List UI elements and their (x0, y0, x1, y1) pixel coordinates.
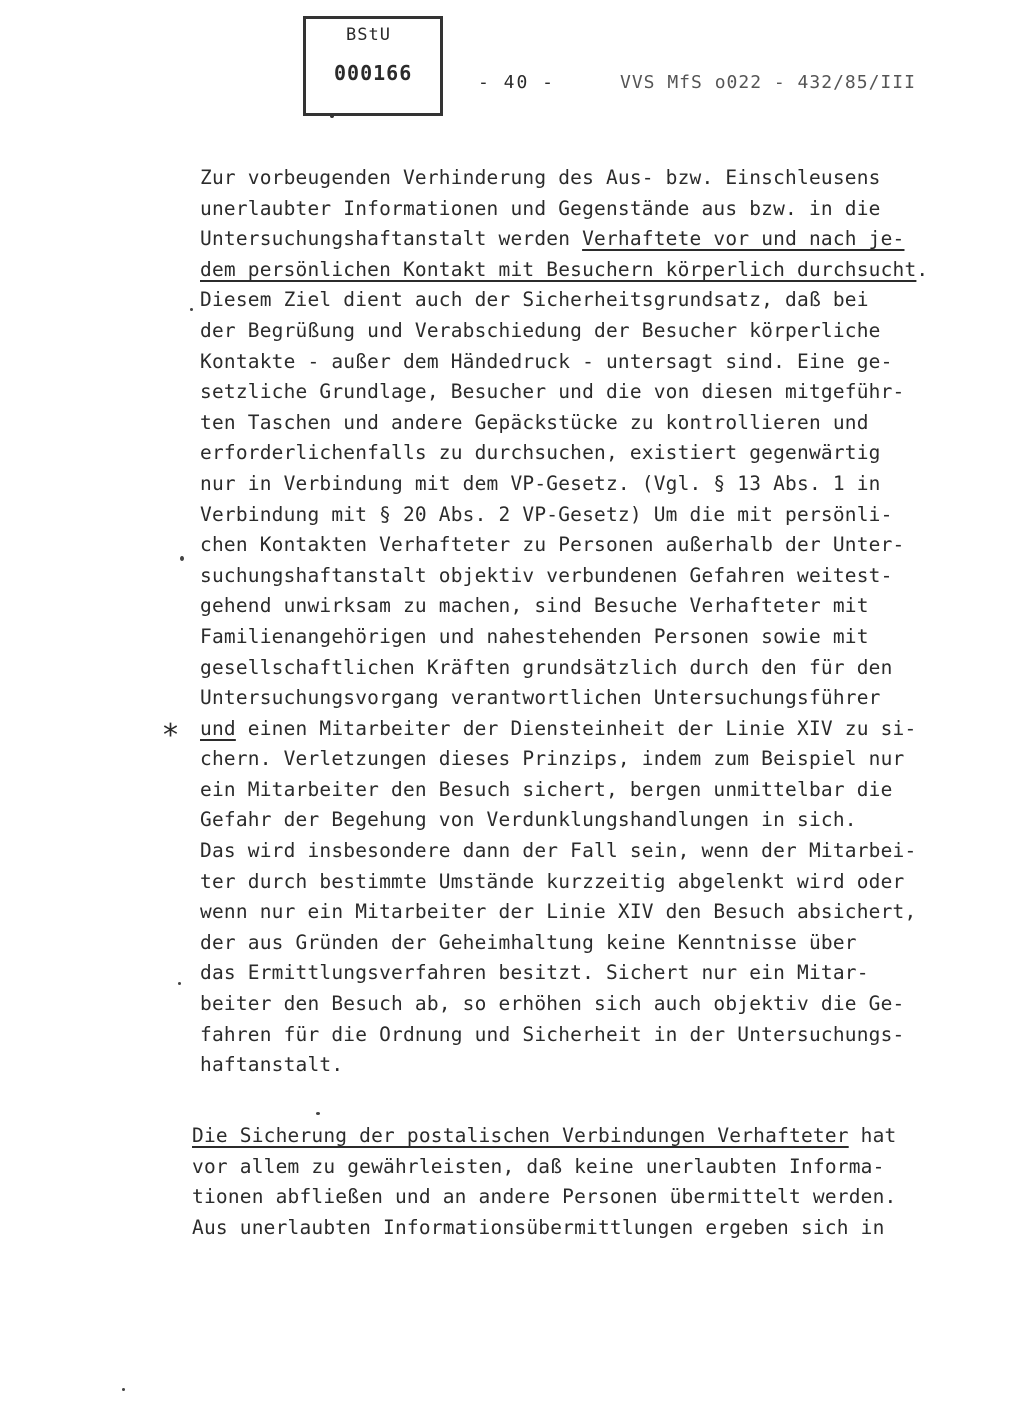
text-line: beiter den Besuch ab, so erhöhen sich auch objektiv die Ge- (200, 992, 905, 1016)
text-line (200, 255, 928, 286)
text-line (192, 1121, 896, 1152)
text-line: haftanstalt. (200, 1053, 344, 1077)
text-line: Gefahr der Begehung von Verdunklungshandlungen in sich. (200, 808, 857, 832)
text-line: Diesem Ziel dient auch der Sicherheitsgrundsatz, daß bei (200, 288, 869, 312)
underlined-text: Die Sicherung der postalischen Verbindungen Verhafteter (192, 1124, 849, 1147)
text-line: ter durch bestimmte Umstände kurzzeitig abgelenkt wird oder (200, 869, 905, 893)
bstu-stamp (303, 16, 443, 116)
text-line: der aus Gründen der Geheimhaltung keine Kenntnisse über (200, 930, 857, 954)
page-number: - 40 - (478, 72, 556, 93)
margin-asterisk-mark: * (163, 718, 178, 753)
scan-speck (190, 308, 193, 311)
underlined-text: Verhaftete vor und nach je- (582, 227, 905, 251)
text-line: gesellschaftlichen Kräften grundsätzlich durch den für den (200, 655, 893, 679)
text-line: suchungshaftanstalt objektiv verbundenen Gefahren weitest- (200, 563, 893, 587)
text-line: Familienangehörigen und nahestehenden Personen sowie mit (200, 624, 869, 648)
stamp-dot (330, 114, 334, 118)
text-line: der Begrüßung und Verabschiedung der Besucher körperliche (200, 318, 881, 342)
text-line: Zur vorbeugenden Verhinderung des Aus- bzw. Einschleusens (200, 166, 881, 189)
text-line: das Ermittlungsverfahren besitzt. Sichert nur ein Mitar- (200, 961, 869, 985)
text-line: tionen abfließen und an andere Personen übermittelt werden. (192, 1185, 897, 1209)
text-line: fahren für die Ordnung und Sicherheit in der Untersuchungs- (200, 1022, 905, 1046)
stamp-number: 000166 (334, 61, 413, 85)
body-paragraph (200, 163, 928, 1081)
text-line: wenn nur ein Mitarbeiter der Linie XIV den Besuch absichert, (200, 900, 917, 924)
text-line: chen Kontakten Verhafteter zu Personen außerhalb der Unter- (200, 533, 905, 557)
underlined-text: dem persönlichen Kontakt mit Besuchern körperlich durchsucht (200, 257, 917, 281)
document-reference: VVS MfS o022 - 432/85/III (620, 72, 916, 93)
text-line: Aus unerlaubten Informationsübermittlungen ergeben sich in (192, 1215, 885, 1239)
text-line: Kontakte - außer dem Händedruck - untersagt sind. Eine ge- (200, 349, 893, 373)
text-segment: hat (848, 1124, 897, 1147)
text-line (200, 714, 928, 745)
scan-speck (180, 556, 184, 561)
scan-speck (316, 1112, 320, 1115)
text-line: gehend unwirksam zu machen, sind Besuche Verhafteter mit (200, 594, 869, 618)
text-line: unerlaubter Informationen und Gegenstände aus bzw. in die (200, 196, 881, 220)
text-line: vor allem zu gewährleisten, daß keine unerlaubten Informa- (192, 1154, 885, 1178)
scan-speck (178, 982, 181, 985)
text-line: Verbindung mit § 20 Abs. 2 VP-Gesetz) Um die mit persönli- (200, 502, 893, 526)
text-line: chern. Verletzungen dieses Prinzips, indem zum Beispiel nur (200, 747, 905, 771)
stamp-org: BStU (346, 25, 391, 45)
text-line: nur in Verbindung mit dem VP-Gesetz. (Vgl. § 13 Abs. 1 in (200, 471, 881, 495)
text-line: ten Taschen und andere Gepäckstücke zu kontrollieren und (200, 410, 869, 434)
body-paragraph (192, 1121, 896, 1243)
text-line: erforderlichenfalls zu durchsuchen, existiert gegenwärtig (200, 441, 881, 465)
text-line: ein Mitarbeiter den Besuch sichert, bergen unmittelbar die (200, 777, 893, 801)
text-line (200, 224, 928, 255)
text-segment: . (916, 257, 929, 281)
text-line: Das wird insbesondere dann der Fall sein, wenn der Mitarbei- (200, 839, 917, 863)
scan-speck (122, 1388, 125, 1391)
text-segment: einen Mitarbeiter der Diensteinheit der Linie XIV zu si- (235, 716, 917, 740)
text-segment: Untersuchungshaftanstalt werden (200, 227, 583, 251)
underlined-text: und (200, 716, 236, 740)
text-line: setzliche Grundlage, Besucher und die von diesen mitgeführ- (200, 380, 905, 404)
text-line: Untersuchungsvorgang verantwortlichen Untersuchungsführer (200, 686, 881, 710)
